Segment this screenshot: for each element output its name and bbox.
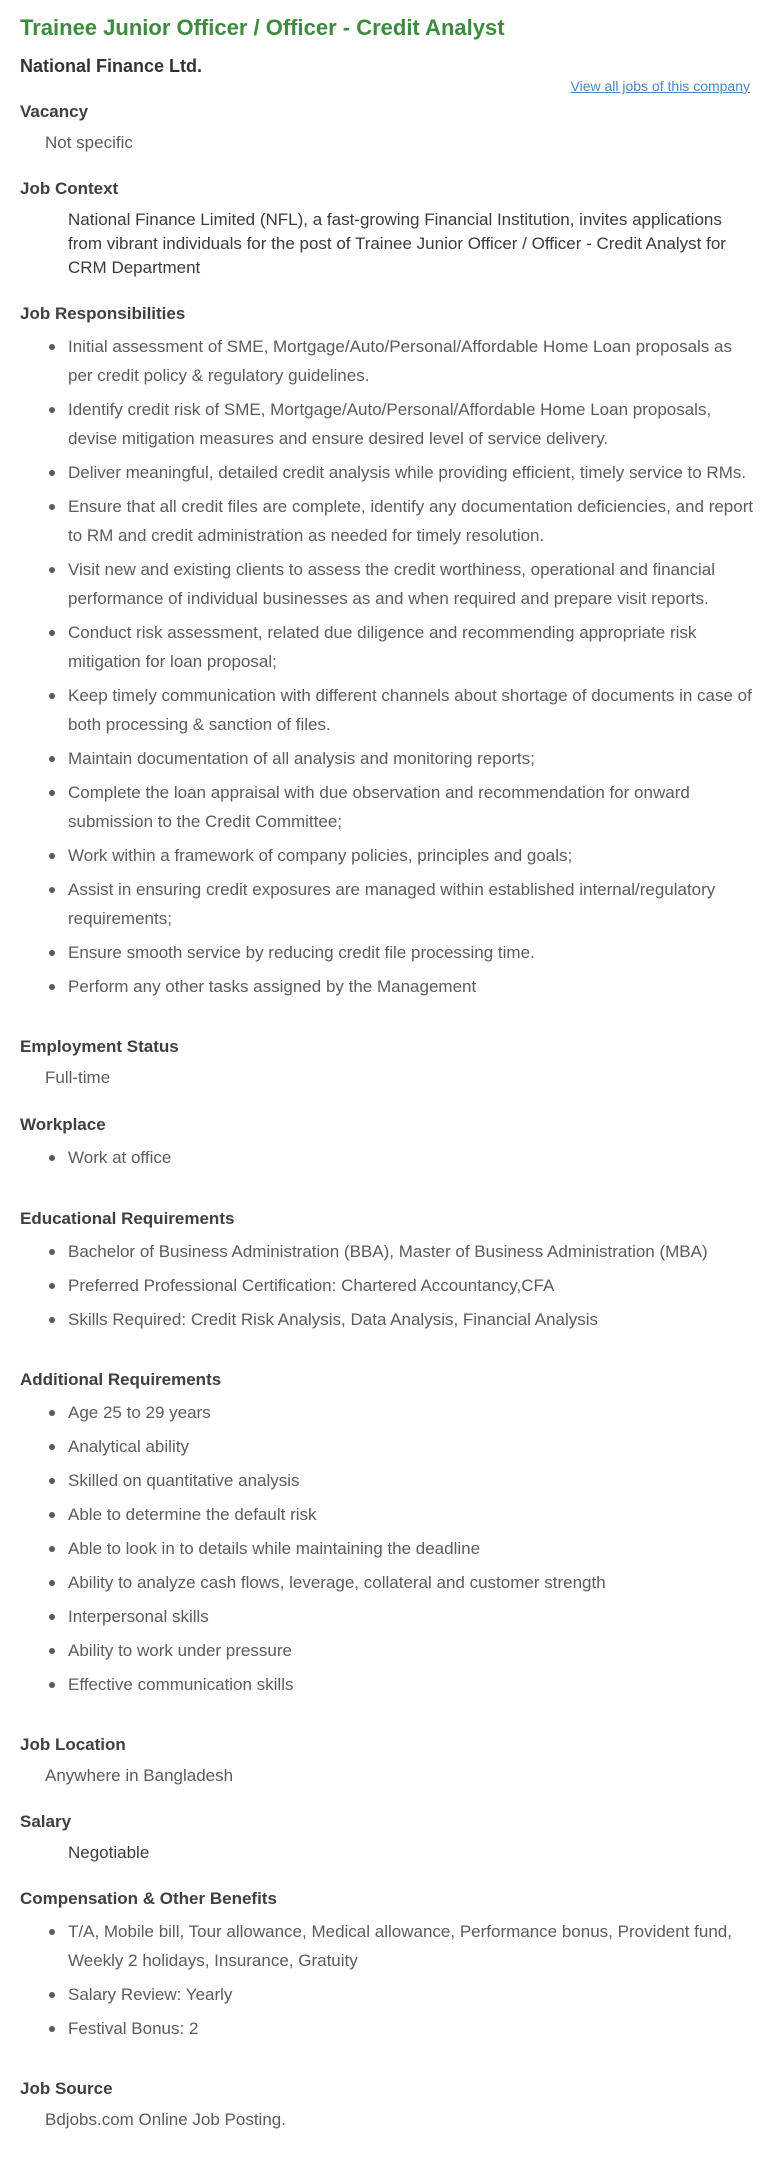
job-responsibilities-heading: Job Responsibilities: [20, 304, 186, 323]
list-item: Ensure that all credit files are complete, identify any documentation deficiencies, and report to RM and credit administration as needed for timely resolution.: [68, 492, 758, 550]
educational-requirements-heading: Educational Requirements: [20, 1209, 235, 1228]
workplace-section: [20, 1113, 758, 1172]
list-item: Maintain documentation of all analysis and monitoring reports;: [68, 744, 758, 773]
list-item: Conduct risk assessment, related due diligence and recommending appropriate risk mitigation for loan proposal;: [68, 618, 758, 676]
compensation-list: [20, 1917, 758, 2043]
list-item: Assist in ensuring credit exposures are managed within established internal/regulatory requirements;: [68, 875, 758, 933]
job-location-value: Anywhere in Bangladesh: [45, 1766, 234, 1785]
employment-status-section: [20, 1035, 758, 1090]
list-item: Ability to analyze cash flows, leverage, collateral and customer strength: [68, 1568, 758, 1597]
list-item: Salary Review: Yearly: [68, 1980, 758, 2009]
vacancy-value: Not specific: [45, 133, 133, 152]
list-item: Complete the loan appraisal with due observation and recommendation for onward submission to the Credit Committee;: [68, 778, 758, 836]
list-item: Perform any other tasks assigned by the Management: [68, 972, 758, 1001]
list-item: Identify credit risk of SME, Mortgage/Auto/Personal/Affordable Home Loan proposals, devise mitigation measures and ensure desired level of service delivery.: [68, 395, 758, 453]
list-item: Analytical ability: [68, 1432, 758, 1461]
employment-status-value: Full-time: [45, 1068, 111, 1087]
education-list: [20, 1237, 758, 1334]
list-item: Ensure smooth service by reducing credit file processing time.: [68, 938, 758, 967]
job-source-value: Bdjobs.com Online Job Posting.: [45, 2110, 286, 2129]
list-item: Effective communication skills: [68, 1670, 758, 1699]
list-item: Able to look in to details while maintaining the deadline: [68, 1534, 758, 1563]
list-item: Skills Required: Credit Risk Analysis, Data Analysis, Financial Analysis: [68, 1305, 758, 1334]
list-item: T/A, Mobile bill, Tour allowance, Medical allowance, Performance bonus, Provident fund, Weekly 2 holidays, Insurance, Gratuity: [68, 1917, 758, 1975]
job-location-heading: Job Location: [20, 1735, 126, 1754]
salary-heading: Salary: [20, 1812, 72, 1831]
educational-requirements-section: [20, 1207, 758, 1334]
job-source-heading: Job Source: [20, 2079, 113, 2098]
compensation-section: [20, 1887, 758, 2043]
job-source-section: [20, 2077, 758, 2132]
list-item: Work at office: [68, 1143, 758, 1172]
job-context-section: [20, 177, 758, 280]
company-name: National Finance Ltd.: [20, 56, 203, 76]
list-item: Work within a framework of company policies, principles and goals;: [68, 841, 758, 870]
salary-value: Negotiable: [68, 1843, 150, 1862]
view-all-row: [20, 78, 758, 98]
view-all-jobs-link[interactable]: View all jobs of this company: [570, 78, 750, 94]
list-item: Preferred Professional Certification: Chartered Accountancy,CFA: [68, 1271, 758, 1300]
workplace-heading: Workplace: [20, 1115, 106, 1134]
additional-requirements-list: [20, 1398, 758, 1699]
list-item: Festival Bonus: 2: [68, 2014, 758, 2043]
salary-section: [20, 1810, 758, 1865]
vacancy-section: [20, 100, 758, 155]
list-item: Ability to work under pressure: [68, 1636, 758, 1665]
responsibilities-list: [20, 332, 758, 1001]
workplace-list: [20, 1143, 758, 1172]
list-item: Skilled on quantitative analysis: [68, 1466, 758, 1495]
list-item: Visit new and existing clients to assess the credit worthiness, operational and financial performance of individual businesses as and when required and prepare visit reports.: [68, 555, 758, 613]
list-item: Deliver meaningful, detailed credit analysis while providing efficient, timely service to RMs.: [68, 458, 758, 487]
additional-requirements-section: [20, 1368, 758, 1699]
job-title: Trainee Junior Officer / Officer - Credit Analyst: [20, 15, 505, 40]
job-responsibilities-section: [20, 302, 758, 1001]
additional-requirements-heading: Additional Requirements: [20, 1370, 222, 1389]
job-context-heading: Job Context: [20, 179, 119, 198]
job-location-section: [20, 1733, 758, 1788]
employment-status-heading: Employment Status: [20, 1037, 179, 1056]
job-context-text: National Finance Limited (NFL), a fast-growing Financial Institution, invites applications from vibrant individuals for the post of Trainee Junior Officer / Officer - Credit Analyst for CRM Department: [68, 210, 726, 277]
list-item: Bachelor of Business Administration (BBA), Master of Business Administration (MBA): [68, 1237, 758, 1266]
list-item: Initial assessment of SME, Mortgage/Auto/Personal/Affordable Home Loan proposals as per credit policy & regulatory guidelines.: [68, 332, 758, 390]
list-item: Keep timely communication with different channels about shortage of documents in case of both processing & sanction of files.: [68, 681, 758, 739]
list-item: Age 25 to 29 years: [68, 1398, 758, 1427]
list-item: Able to determine the default risk: [68, 1500, 758, 1529]
vacancy-heading: Vacancy: [20, 102, 89, 121]
compensation-heading: Compensation & Other Benefits: [20, 1889, 277, 1908]
list-item: Interpersonal skills: [68, 1602, 758, 1631]
